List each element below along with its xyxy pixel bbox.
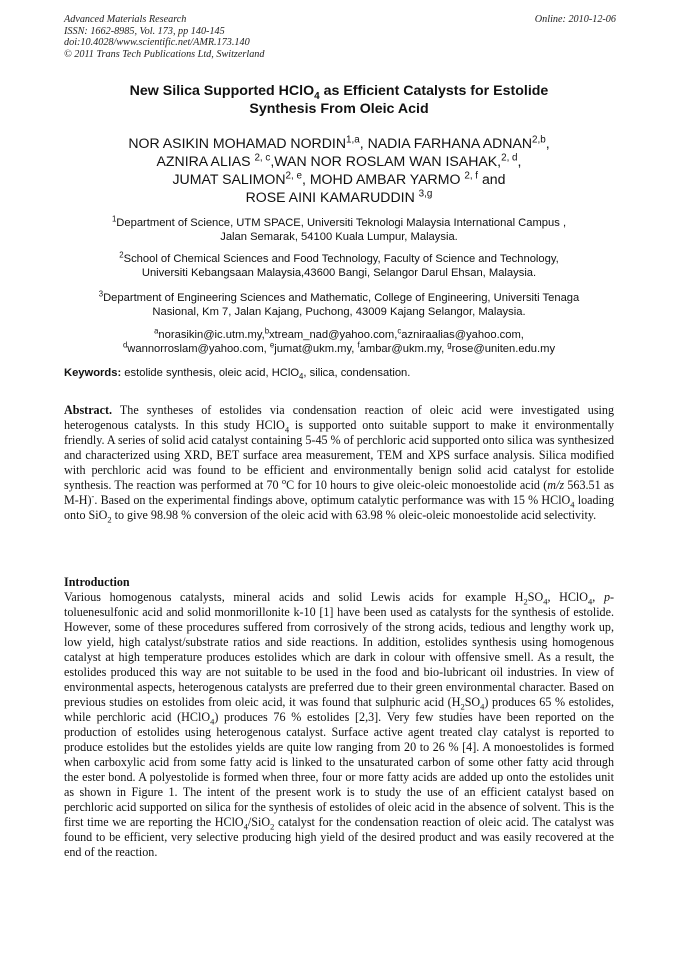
author-2-mark: 2,b <box>532 134 546 146</box>
intro-sub-6: 4 <box>210 716 215 727</box>
introduction-body <box>64 590 614 860</box>
abstract-text-1: The syntheses of estolides via condensation reaction of oleic acid were investigated using heterogenous catalysts. In this study HClO <box>64 403 614 432</box>
intro-text-6: SO <box>464 695 481 709</box>
abstract-text-2: is supported onto suitable support to make it environmentally friendly. A series of solid acid catalyst containing 5-45 % of perchloric acid supported onto silica was synthesized and characterized using XRD, BET surface area measurement, TEM and XPS surface analysis. Silica modified with perchloric acid was found to be efficient and environmentally benign solid acid catalyst for estolide synthesis. The reaction was performed at 70 <box>64 418 615 492</box>
intro-text-5: -toluenesulfonic acid and solid monmorillonite k-10 [1] have been used as catalysts for the synthesis of estolide. However, some of these procedures suffered from corrosively of the strong acids, tedious and lengthy work up, low yield, high catalyst/substrate ratios and side reactions. In addition, estolides synthesis using homogenous catalyst at high temperature produces estolides which are dark in colour with offensive smell. As a result, the estolides produced this way are not suitable to be used in the food and bio-lubricant oil industries. In view of environmental aspects, heterogenous catalysts are preferred due to their green environmental character. Based on previous studies on estolides from oleic acid, it was found that sulphuric acid (H <box>64 590 615 709</box>
author-5: JUMAT SALIMON <box>172 171 286 187</box>
author-sep-2: , <box>517 153 522 169</box>
abstract-label: Abstract. <box>64 403 113 417</box>
aff-3-line2: Nasional, Km 7, Jalan Kajang, Puchong, 43009 Kajang Selangor, Malaysia. <box>152 306 526 318</box>
title-part1: New Silica Supported HClO <box>129 83 315 99</box>
online-date: Online: 2010-12-06 <box>534 14 616 25</box>
abstract-sub-3: 2 <box>107 514 112 525</box>
affiliation-2 <box>64 252 614 280</box>
intro-text-8: ) produces 76 % estolides [2,3]. Very few studies have been reported on the production of estolides using heterogenous catalyst. Surface active agent treated clay catalyst is reported to produce estolides but the estolides yields are quite low ranging from 20 to 26 % [4]. A monoestolides is formed when carboxylic acid from some fatty acid is linked to the unsaturated carbon of some other fatty acid through the ester bond. A polyestolide is formed when three, four or more fatty acids are added up onto the estolides unit as shown in Figure 1. The intent of the present work is to study the use of an efficient catalyst based on perchloric acid supported on silica for the synthesis of estolides of oleic acid in the absence of solvent. This is the first time we are reporting the HClO <box>64 710 614 829</box>
aff-1-line2: Jalan Semarak, 54100 Kuala Lumpur, Malaysia. <box>220 231 458 243</box>
aff-1-num: 1 <box>111 214 117 224</box>
intro-text-7: ) produces 65 % estolides, while perchloric acid (HClO <box>64 695 614 724</box>
journal-name: Advanced Materials Research <box>64 14 187 25</box>
title-part2: as Efficient Catalysts for Estolide <box>319 83 549 99</box>
keywords <box>64 366 614 380</box>
author-6: , MOHD AMBAR YARMO <box>301 171 465 187</box>
abstract <box>64 403 614 523</box>
affiliation-1 <box>64 216 614 244</box>
email-a: norasikin@ic.utm.my, <box>158 329 265 341</box>
journal-header <box>64 14 264 60</box>
abstract-degree: o <box>281 475 287 486</box>
author-and: and <box>478 171 506 187</box>
author-sep: , <box>545 135 550 151</box>
abstract-text-6: loading onto SiO <box>64 493 614 522</box>
paper-title <box>64 82 614 118</box>
intro-sub-4: 2 <box>460 701 465 712</box>
author-5-mark: 2, e <box>285 170 302 182</box>
abstract-text-7: to give 98.98 % conversion of the oleic acid with 63.98 % oleic-oleic monoestolide acid selectivity. <box>111 508 597 522</box>
author-7: ROSE AINI KAMARUDDIN <box>245 189 419 205</box>
email-list <box>64 328 614 356</box>
email-d: wannorroslam@yahoo.com, <box>127 343 270 355</box>
intro-sub-5: 4 <box>480 701 485 712</box>
author-1: NOR ASIKIN MOHAMAD NORDIN <box>128 135 347 151</box>
author-4-mark: 2, d <box>501 152 518 164</box>
abstract-sub-2: 4 <box>570 499 575 510</box>
keywords-text-1: estolide synthesis, oleic acid, HClO <box>121 367 300 379</box>
email-b: xtream_nad@yahoo.com, <box>269 329 398 341</box>
email-f-mark: f <box>357 340 360 350</box>
intro-text-9: /SiO <box>247 815 271 829</box>
doi-line: doi:10.4028/www.scientific.net/AMR.173.140 <box>64 37 250 49</box>
intro-sub-8: 2 <box>270 821 275 832</box>
intro-text-3: , HClO <box>547 590 589 604</box>
email-c-mark: c <box>397 326 402 336</box>
issn-line: ISSN: 1662-8985, Vol. 173, pp 140-145 <box>64 25 225 37</box>
intro-text-4: , <box>592 590 604 604</box>
copyright-line: © 2011 Trans Tech Publications Ltd, Switzerland <box>64 48 265 60</box>
intro-italic-p: p <box>603 590 610 604</box>
email-d-mark: d <box>122 340 128 350</box>
email-b-mark: b <box>264 326 270 336</box>
intro-text-2: SO <box>527 590 544 604</box>
abstract-mz: m/z <box>547 478 565 492</box>
author-4: ,WAN NOR ROSLAM WAN ISAHAK, <box>270 153 502 169</box>
aff-3-line1: Department of Engineering Sciences and Mathematic, College of Engineering, Universiti Tenaga <box>103 292 580 304</box>
intro-sub-2: 4 <box>543 596 548 607</box>
email-g: rose@uniten.edu.my <box>451 343 556 355</box>
email-g-mark: g <box>447 340 452 350</box>
email-c: azniraalias@yahoo.com, <box>401 329 524 341</box>
author-list <box>64 134 614 206</box>
author-1-mark: 1,a <box>346 134 360 146</box>
abstract-text-4: 563.51 as M-H) <box>64 478 614 507</box>
intro-text-1: Various homogenous catalysts, mineral acids and solid Lewis acids for example H <box>64 590 524 604</box>
author-7-mark: 3,g <box>418 188 433 200</box>
author-3: AZNIRA ALIAS <box>156 153 255 169</box>
aff-2-line2: Universiti Kebangsaan Malaysia,43600 Bangi, Selangor Darul Ehsan, Malaysia. <box>141 267 537 279</box>
aff-2-num: 2 <box>119 250 124 260</box>
abstract-text-5: . Based on the experimental findings above, optimum catalytic performance was with 15 % HClO <box>94 493 571 507</box>
aff-1-line1: Department of Science, UTM SPACE, Universiti Teknologi Malaysia International Campus , <box>116 217 567 229</box>
abstract-text-3: C for 10 hours to give oleic-oleic monoestolide acid ( <box>286 478 548 492</box>
aff-3-num: 3 <box>98 289 104 299</box>
keywords-text-2: , silica, condensation. <box>303 367 411 379</box>
abstract-sub-1: 4 <box>284 424 290 435</box>
author-6-mark: 2, f <box>464 170 479 182</box>
introduction-heading: Introduction <box>64 575 130 589</box>
intro-sub-3: 4 <box>588 596 593 607</box>
intro-sub-7: 4 <box>243 821 248 832</box>
email-e: jumat@ukm.my, <box>274 343 358 355</box>
affiliation-3 <box>64 291 614 319</box>
intro-text-10: catalyst for the condensation reaction of oleic acid. The catalyst was found to be efficient, very selective producing high yield of the desired product and was easily recovered at the end of the reaction. <box>64 815 614 859</box>
author-3-mark: 2, c <box>254 152 271 164</box>
title-line2: Synthesis From Oleic Acid <box>249 101 429 117</box>
aff-2-line1: School of Chemical Sciences and Food Technology, Faculty of Science and Technology, <box>123 253 559 265</box>
keywords-sub: 4 <box>299 372 304 382</box>
author-2: , NADIA FARHANA ADNAN <box>359 135 533 151</box>
email-f: ambar@ukm.my, <box>359 343 448 355</box>
keywords-label: Keywords: <box>64 367 122 379</box>
abstract-minus: - <box>91 490 95 501</box>
email-a-mark: a <box>154 326 159 336</box>
title-sub: 4 <box>314 90 320 102</box>
intro-sub-1: 2 <box>523 596 528 607</box>
email-e-mark: e <box>269 340 275 350</box>
